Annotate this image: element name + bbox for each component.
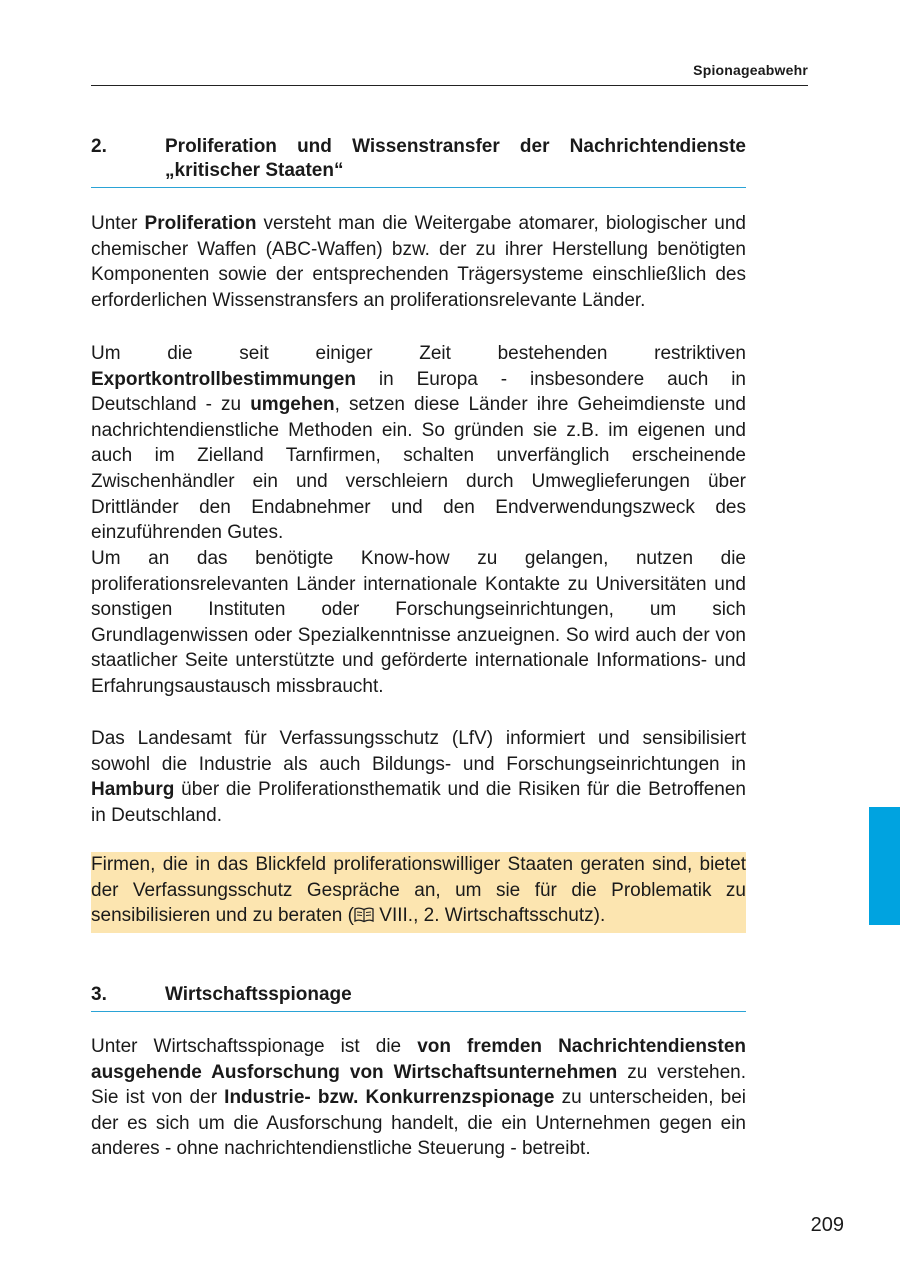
- text-run: Das Landesamt für Verfassungsschutz (LfV) informiert und sensibilisiert sowohl die Industrie als auch Bildungs- und Forschungseinrichtungen in: [91, 728, 746, 775]
- text-run: zu unterscheiden, bei der es sich um die Ausforschung handelt, die ein Unternehmen gegen ein anderes - ohne nachrichtendienstliche Steuerung - betreibt.: [91, 1087, 746, 1160]
- section-title: Wirtschaftsspionage: [165, 984, 352, 1005]
- text-run: über die Proliferationsthematik und die Risiken für die Betroffenen in Deutschland.: [91, 779, 746, 826]
- bold-term: umgehen: [250, 394, 335, 416]
- text-run: zu verstehen. Sie ist von der: [91, 1061, 746, 1109]
- section-number: 2.: [91, 136, 107, 157]
- bold-term: Proliferation: [144, 213, 257, 234]
- section-number: 3.: [91, 984, 107, 1005]
- running-title: Spionageabwehr: [693, 62, 808, 78]
- text-run: Um die seit einiger Zeit bestehenden restriktiven: [91, 343, 746, 364]
- text-run: versteht man die Weitergabe atomarer, biologischer und chemischer Waffen (ABC-Waffen) bzw. der zu ihrer Herstellung benötigten Komponenten sowie der entsprechenden Trägersysteme einschließlich des erforderlichen Wissenstransfers an proliferationsrelevante Länder.: [91, 213, 746, 311]
- header-rule: [91, 85, 808, 86]
- text-run: , setzen diese Länder ihre Geheimdienste und nachrichtendienstliche Methoden ein. So gründen sie z.B. im eigenen und auch im Zielland Tarnfirmen, schalten unverfänglich erscheinende Zwischenhändler ein und verschleiern durch Umweglieferungen über Drittländer den Endabnehmer und den Endverwendungszweck des einzuführenden Gutes.: [91, 394, 746, 544]
- paragraph-export-controls: [91, 341, 746, 546]
- section-heading-2: [91, 135, 746, 188]
- text-run: in Europa - insbesondere auch in Deutschland - zu: [91, 368, 746, 416]
- text-run: Unter: [91, 213, 145, 234]
- bold-term: Exportkontrollbestimmungen: [91, 368, 356, 390]
- paragraph-know-how: Um an das benötigte Know-how zu gelangen, nutzen die proliferationsrelevanten Länder internationale Kontakte zu Universitäten und sonstigen Instituten oder Forschungseinrichtungen, um sich Grundlagenwissen oder Spezialkenntnisse anzueignen. So wird auch der von staatlicher Seite unterstützte und geförderte internationale Informations- und Erfahrungsaustausch missbraucht.: [91, 548, 746, 697]
- book-icon: [354, 905, 374, 931]
- paragraph-economic-espionage: [91, 1034, 746, 1162]
- paragraph-lfv: [91, 726, 746, 828]
- text-run: Unter Wirtschaftsspionage ist die: [91, 1036, 418, 1057]
- bold-term: Industrie- bzw. Konkurrenzspionage: [224, 1087, 555, 1109]
- text-run: Firmen, die in das Blickfeld proliferationswilliger Staaten geraten sind, bietet der Verfassungsschutz Gespräche an, um sie für die Problematik zu sensibilisieren und zu beraten (: [91, 854, 746, 927]
- section-heading-3: [91, 983, 746, 1012]
- bold-term: von fremden Nachrichtendiensten ausgehende Ausforschung von Wirtschaftsunternehmen: [91, 1036, 746, 1083]
- text-run: VIII., 2. Wirtschaftsschutz).: [374, 905, 606, 927]
- paragraph-proliferation-definition: [91, 211, 746, 313]
- bold-term: Hamburg: [91, 779, 175, 801]
- page-number: 209: [810, 1214, 844, 1236]
- highlight-box: [91, 852, 746, 933]
- section-title: Proliferation und Wissenstransfer der Nachrichtendienste „kritischer Staaten“: [165, 136, 746, 181]
- chapter-side-tab: [869, 807, 900, 925]
